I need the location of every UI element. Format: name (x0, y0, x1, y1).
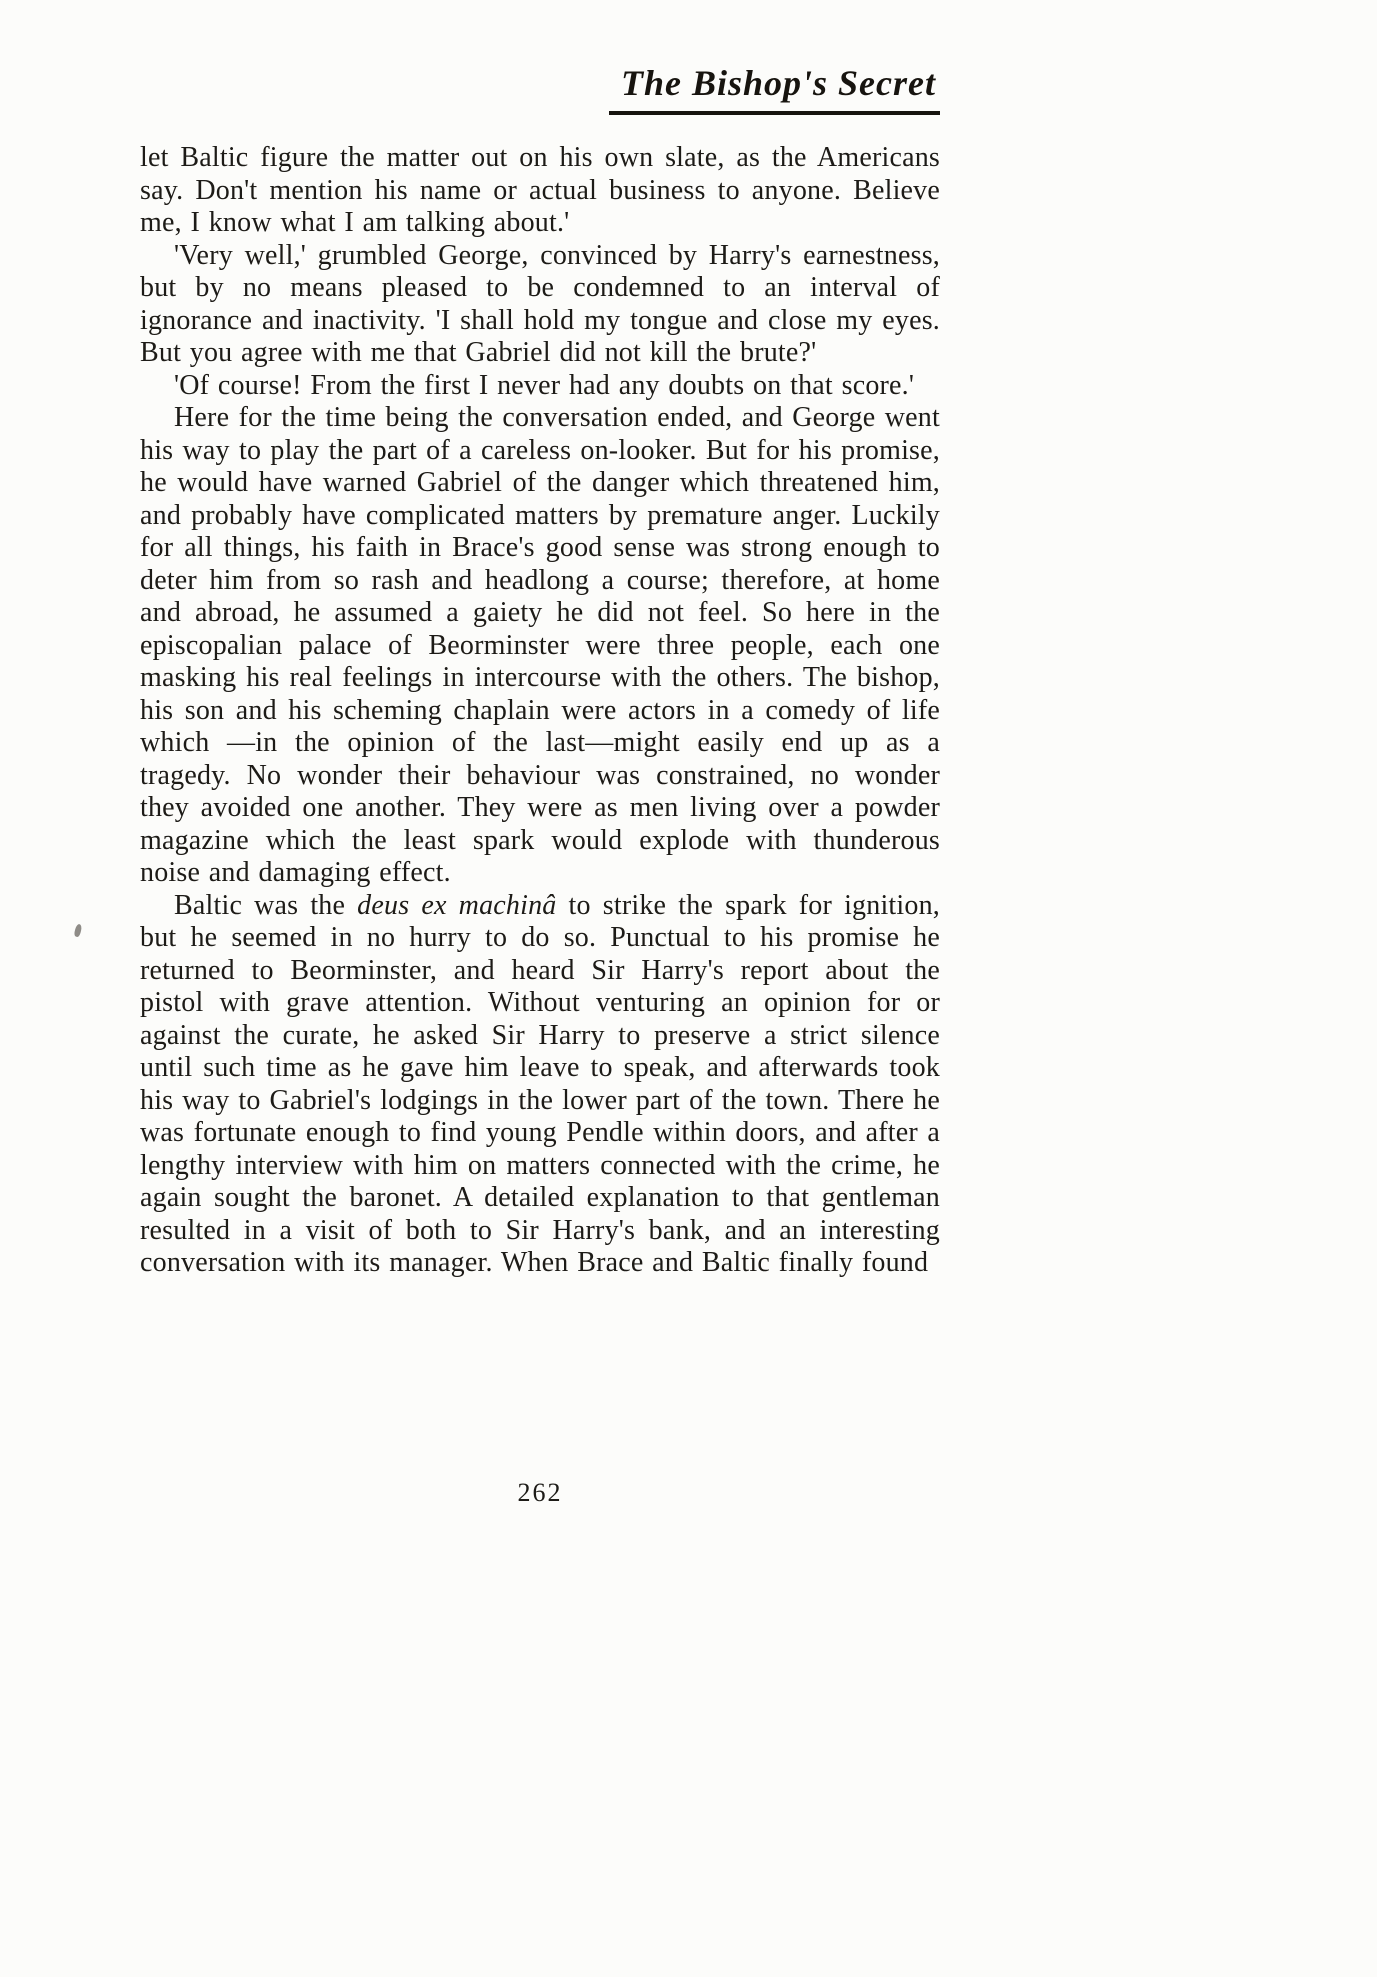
latin-phrase: deus ex machinâ (357, 889, 557, 921)
paragraph-narrative (140, 890, 940, 1280)
page-footer (140, 1478, 940, 1508)
paragraph-dialogue: 'Of course! From the first I never had any doubts on that score.' (174, 369, 915, 401)
scan-artifact-speck (74, 923, 83, 937)
paragraph-continuation: let Baltic figure the matter out on his own slate, as the Americans say. Don't mention his name or actual business to anyone. Believe me, I know what I am talking about.' (140, 142, 940, 238)
page-number: 262 (517, 1478, 563, 1507)
paragraph-narrative: Here for the time being the conversation ended, and George went his way to play the part of a careless on-looker. But for his promise, he would have warned Gabriel of the danger which threatened him, and probably have complicated matters by premature anger. Luckily for all things, his faith in Brace's good sense was strong enough to deter him from so rash and headlong a course; therefore, at home and abroad, he assumed a gaiety he did not feel. So here in the episcopalian palace of Beorminster were three people, each one masking his real feelings in intercourse with the others. The bishop, his son and his scheming chaplain were actors in a comedy of life which —in the opinion of the last—might easily end up as a tragedy. No wonder their behaviour was constrained, no wonder they avoided one another. They were as men living over a powder magazine which the least spark would explode with thunderous noise and damaging effect. (140, 402, 940, 888)
paragraph-text: Baltic was the (174, 889, 358, 921)
paragraph-dialogue: 'Very well,' grumbled George, convinced by Harry's earnestness, but by no means pleased to be condemned to an interval of ignorance and inactivity. 'I shall hold my tongue and close my eyes. But you agree with me that Gabriel did not kill the brute?' (140, 239, 940, 368)
paragraph-text: to strike the spark for ignition, but he seemed in no hurry to do so. Punctual to his promise he returned to Beorminster, and heard Sir Harry's report about the pistol with grave attention. Without venturing an opinion for or against the curate, he asked Sir Harry to preserve a strict silence until such time as he gave him leave to speak, and afterwards took his way to Gabriel's lodgings in the lower part of the town. There he was fortunate enough to find young Pendle within doors, and after a lengthy interview with him on matters connected with the crime, he again sought the baronet. A detailed explanation to that gentleman resulted in a visit of both to Sir Harry's bank, and an interesting conversation with its manager. When Brace and Baltic finally found (140, 889, 940, 1278)
running-head-title: The Bishop's Secret (609, 62, 940, 115)
page-header (140, 62, 940, 115)
page-text-block (140, 142, 940, 1280)
